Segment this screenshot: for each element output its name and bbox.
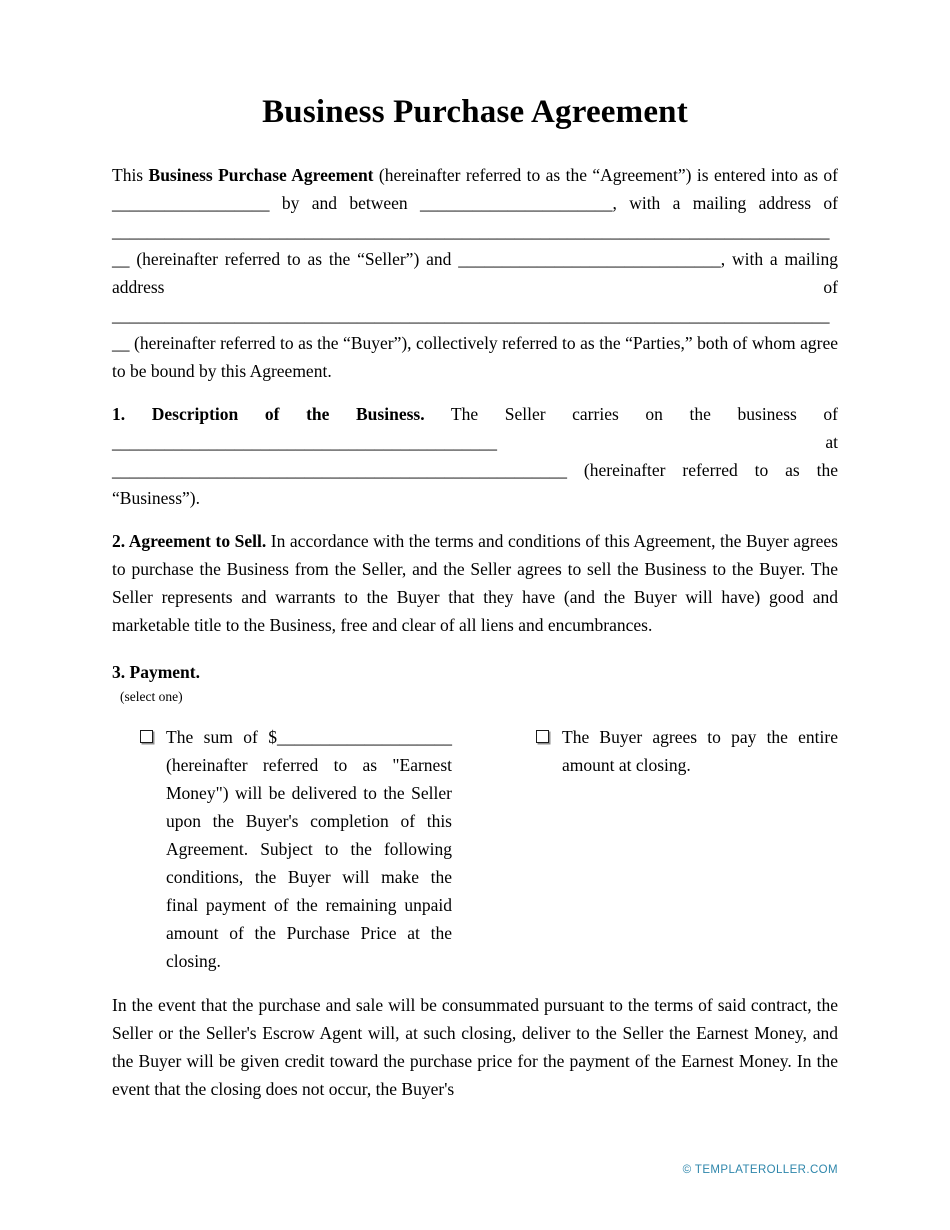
section-description-of-business bbox=[112, 400, 838, 512]
section-payment bbox=[112, 659, 838, 707]
closing-paragraph: In the event that the purchase and sale will be consummated pursuant to the terms of said contract, the Seller or the Seller's Escrow Agent will, at such closing, deliver to the Seller the Earnest Money, and the Buyer will be given credit toward the purchase price for the payment of the Earnest Money. In the event that the closing does not occur, the Buyer's bbox=[112, 995, 838, 1099]
page-title: Business Purchase Agreement bbox=[262, 94, 688, 130]
section1-body: The Seller carries on the business of ____________________________________________ at ____________________________________________________ (hereinafter referred to as the “Business”). bbox=[112, 404, 839, 508]
section2-body: In accordance with the terms and conditions of this Agreement, the Buyer agrees to purchase the Business from the Seller, and the Seller agrees to sell the Business to the Buyer. The Seller represents and warrants to the Buyer that they have (and the Buyer will have) good and marketable title to the Business, free and clear of all liens and encumbrances. bbox=[112, 531, 838, 635]
payment-option-earnest-money[interactable] bbox=[140, 723, 452, 975]
footer bbox=[683, 1164, 838, 1176]
section2-heading: 2. Agreement to Sell. bbox=[112, 531, 267, 551]
payment-option-full-amount-label: The Buyer agrees to pay the entire amount at closing. bbox=[562, 727, 838, 775]
checkbox-icon[interactable] bbox=[140, 730, 153, 743]
payment-option-full-amount[interactable] bbox=[536, 723, 838, 975]
intro-body: (hereinafter referred to as the “Agreement”) is entered into as of __________________ by and between ______________________, with a mailing address of ____________________________________________________________________________________ (hereinafter referred to as the “Seller”) and ______________________________, with a mailing address of ____________________________________________________________________________________ (hereinafter referred to as the “Buyer”), collectively referred to as the “Parties,” both of whom agree to be bound by this Agreement. bbox=[112, 165, 838, 381]
payment-options bbox=[112, 723, 838, 975]
intro-agreement-name: Business Purchase Agreement bbox=[148, 165, 374, 185]
intro-prefix: This bbox=[112, 165, 149, 185]
payment-option-earnest-money-label: The sum of $____________________ (hereinafter referred to as "Earnest Money") will be delivered to the Seller upon the Buyer's completion of this Agreement. Subject to the following conditions, the Buyer will make the final payment of the remaining unpaid amount of the Purchase Price at the closing. bbox=[166, 727, 452, 971]
intro-paragraph bbox=[112, 161, 838, 385]
section3-heading: 3. Payment. bbox=[112, 662, 200, 682]
section1-heading: 1. Description of the Business. bbox=[112, 404, 425, 424]
section-agreement-to-sell bbox=[112, 527, 838, 639]
templateroller-link[interactable]: © TEMPLATEROLLER.COM bbox=[682, 1164, 838, 1176]
select-one-note: (select one) bbox=[120, 689, 183, 704]
checkbox-icon[interactable] bbox=[536, 730, 549, 743]
